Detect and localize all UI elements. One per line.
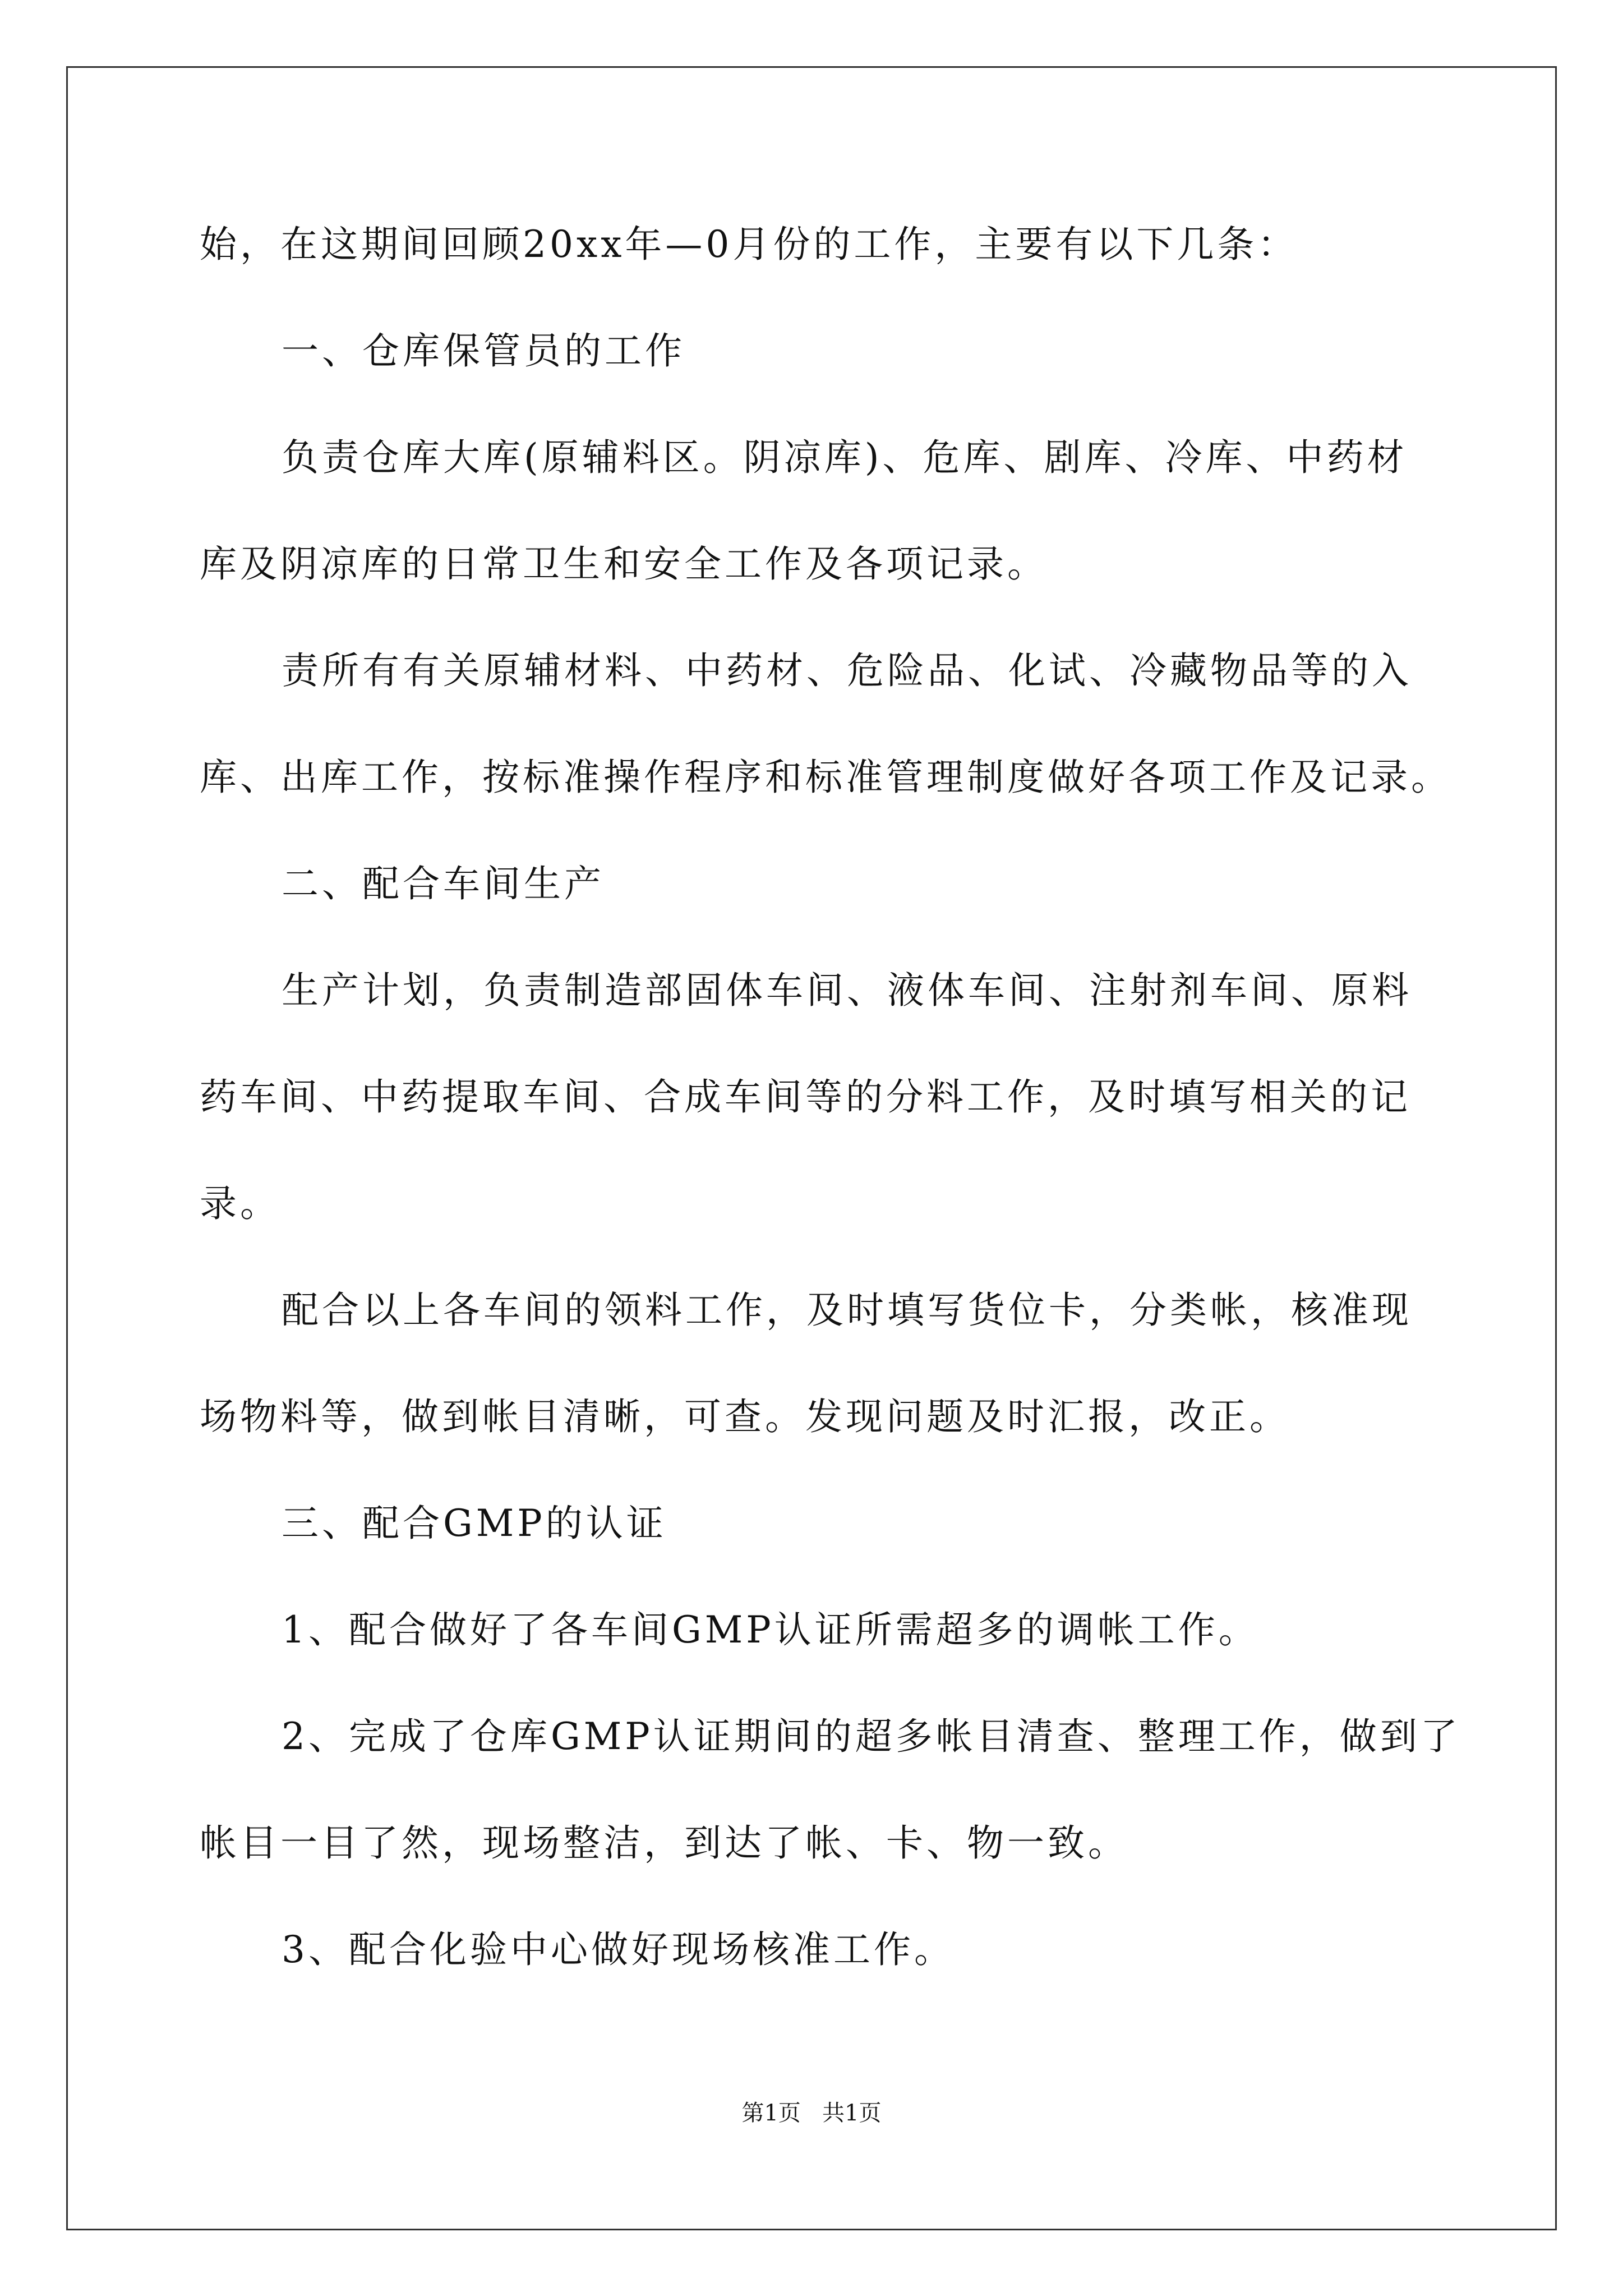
- text-line: 生产计划，负责制造部固体车间、液体车间、注射剂车间、原料: [282, 969, 1412, 1012]
- text-line: 库、出库工作，按标准操作程序和标准管理制度做好各项工作及记录。: [200, 756, 1451, 799]
- section-heading: 三、配合GMP的认证: [282, 1502, 667, 1545]
- text-line: 场物料等，做到帐目清晰，可查。发现问题及时汇报，改正。: [200, 1395, 1290, 1438]
- text-line: 帐目一目了然，现场整洁，到达了帐、卡、物一致。: [200, 1821, 1128, 1865]
- section-heading: 二、配合车间生产: [282, 862, 605, 905]
- page-border: [66, 66, 1557, 2230]
- page-number-footer: 第1页 共1页: [741, 2100, 882, 2126]
- text-line: 3、配合化验中心做好现场核准工作。: [282, 1928, 955, 1971]
- text-line: 配合以上各车间的领料工作，及时填写货位卡，分类帐，核准现: [282, 1289, 1412, 1332]
- text-line: 1、配合做好了各车间GMP认证所需超多的调帐工作。: [282, 1608, 1259, 1651]
- text-line: 药车间、中药提取车间、合成车间等的分料工作，及时填写相关的记: [200, 1075, 1411, 1119]
- text-line: 负责仓库大库(原辅料区。阴凉库)、危库、剧库、冷库、中药材: [282, 436, 1408, 479]
- text-line: 责所有有关原辅材料、中药材、危险品、化试、冷藏物品等的入: [282, 649, 1412, 692]
- text-line: 库及阴凉库的日常卫生和安全工作及各项记录。: [200, 542, 1048, 586]
- section-heading: 一、仓库保管员的工作: [282, 329, 685, 372]
- text-line: 2、完成了仓库GMP认证期间的超多帐目清查、整理工作，做到了: [282, 1715, 1461, 1758]
- text-line: 始，在这期间回顾20xx年—0月份的工作，主要有以下几条：: [200, 223, 1298, 266]
- text-line: 录。: [200, 1182, 280, 1225]
